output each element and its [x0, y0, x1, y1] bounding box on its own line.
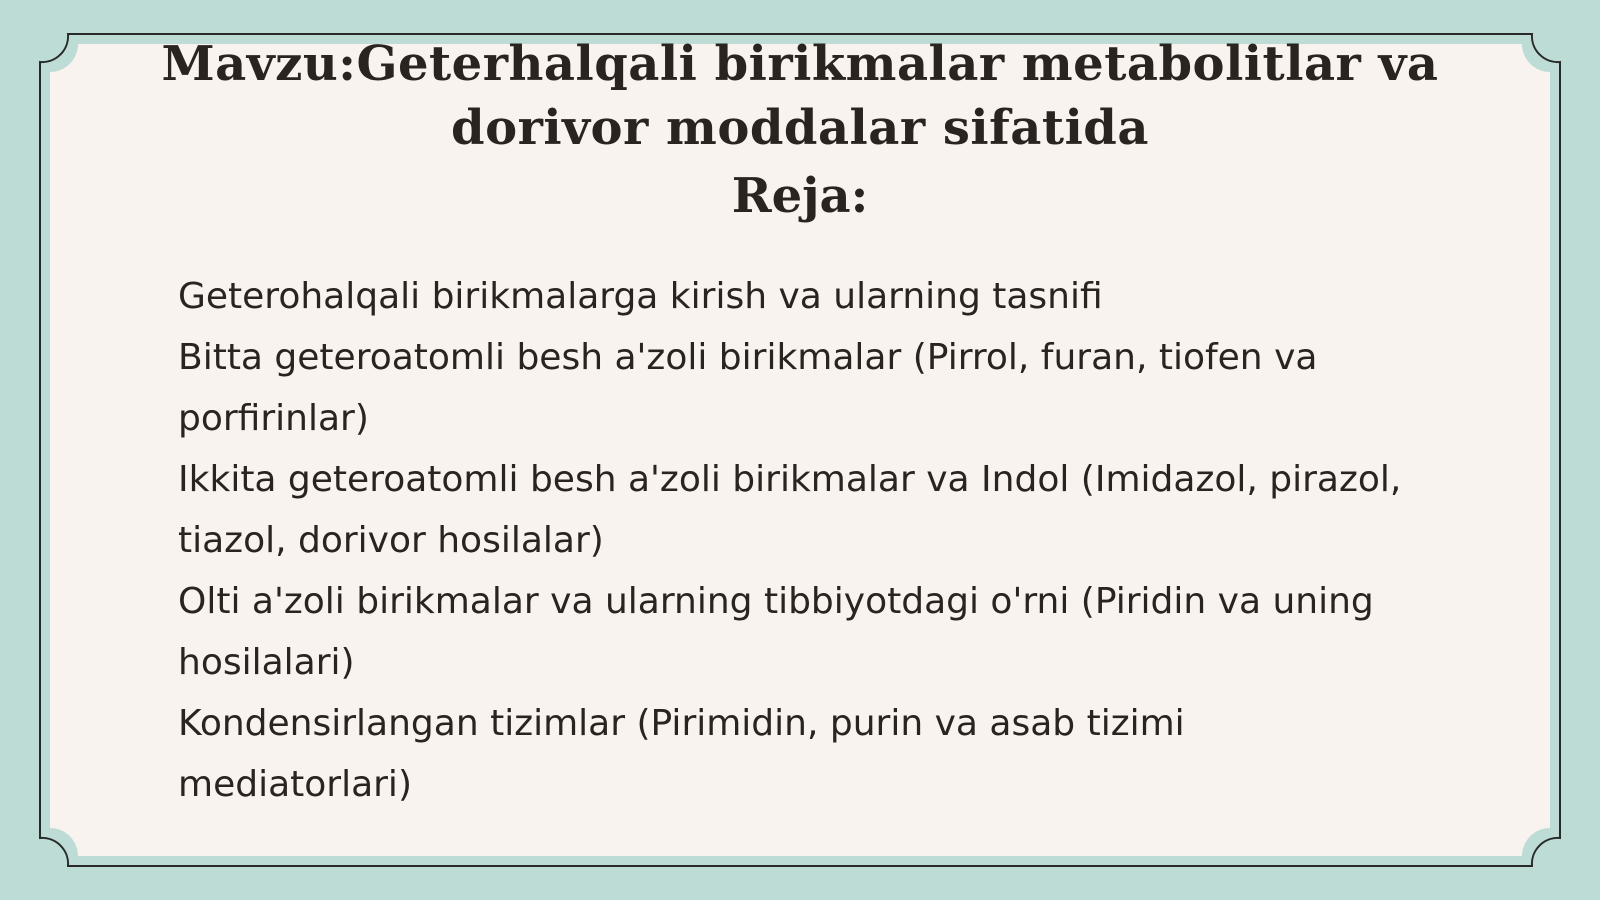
plan-item: Kondensirlangan tizimlar (Pirimidin, purin va asab tizimi mediatorlari) [178, 703, 1185, 805]
plan-item: Geterohalqali birikmalarga kirish va ularning tasnifi [178, 276, 1103, 317]
plan-item: Ikkita geteroatomli besh a'zoli birikmalar va Indol (Imidazol, pirazol, tiazol, dorivor hosilalar) [178, 459, 1402, 561]
slide-title: Mavzu:Geterhalqali birikmalar metabolitlar va dorivor moddalar sifatida [161, 36, 1439, 156]
plan-item: Bitta geteroatomli besh a'zoli birikmalar (Pirrol, furan, tiofen va porfirinlar) [178, 337, 1318, 439]
plan-heading: Reja: [731, 168, 869, 224]
plan-list [178, 266, 1428, 815]
plan-item: Olti a'zoli birikmalar va ularning tibbiyotdagi o'rni (Piridin va uning hosilalari) [178, 581, 1374, 683]
